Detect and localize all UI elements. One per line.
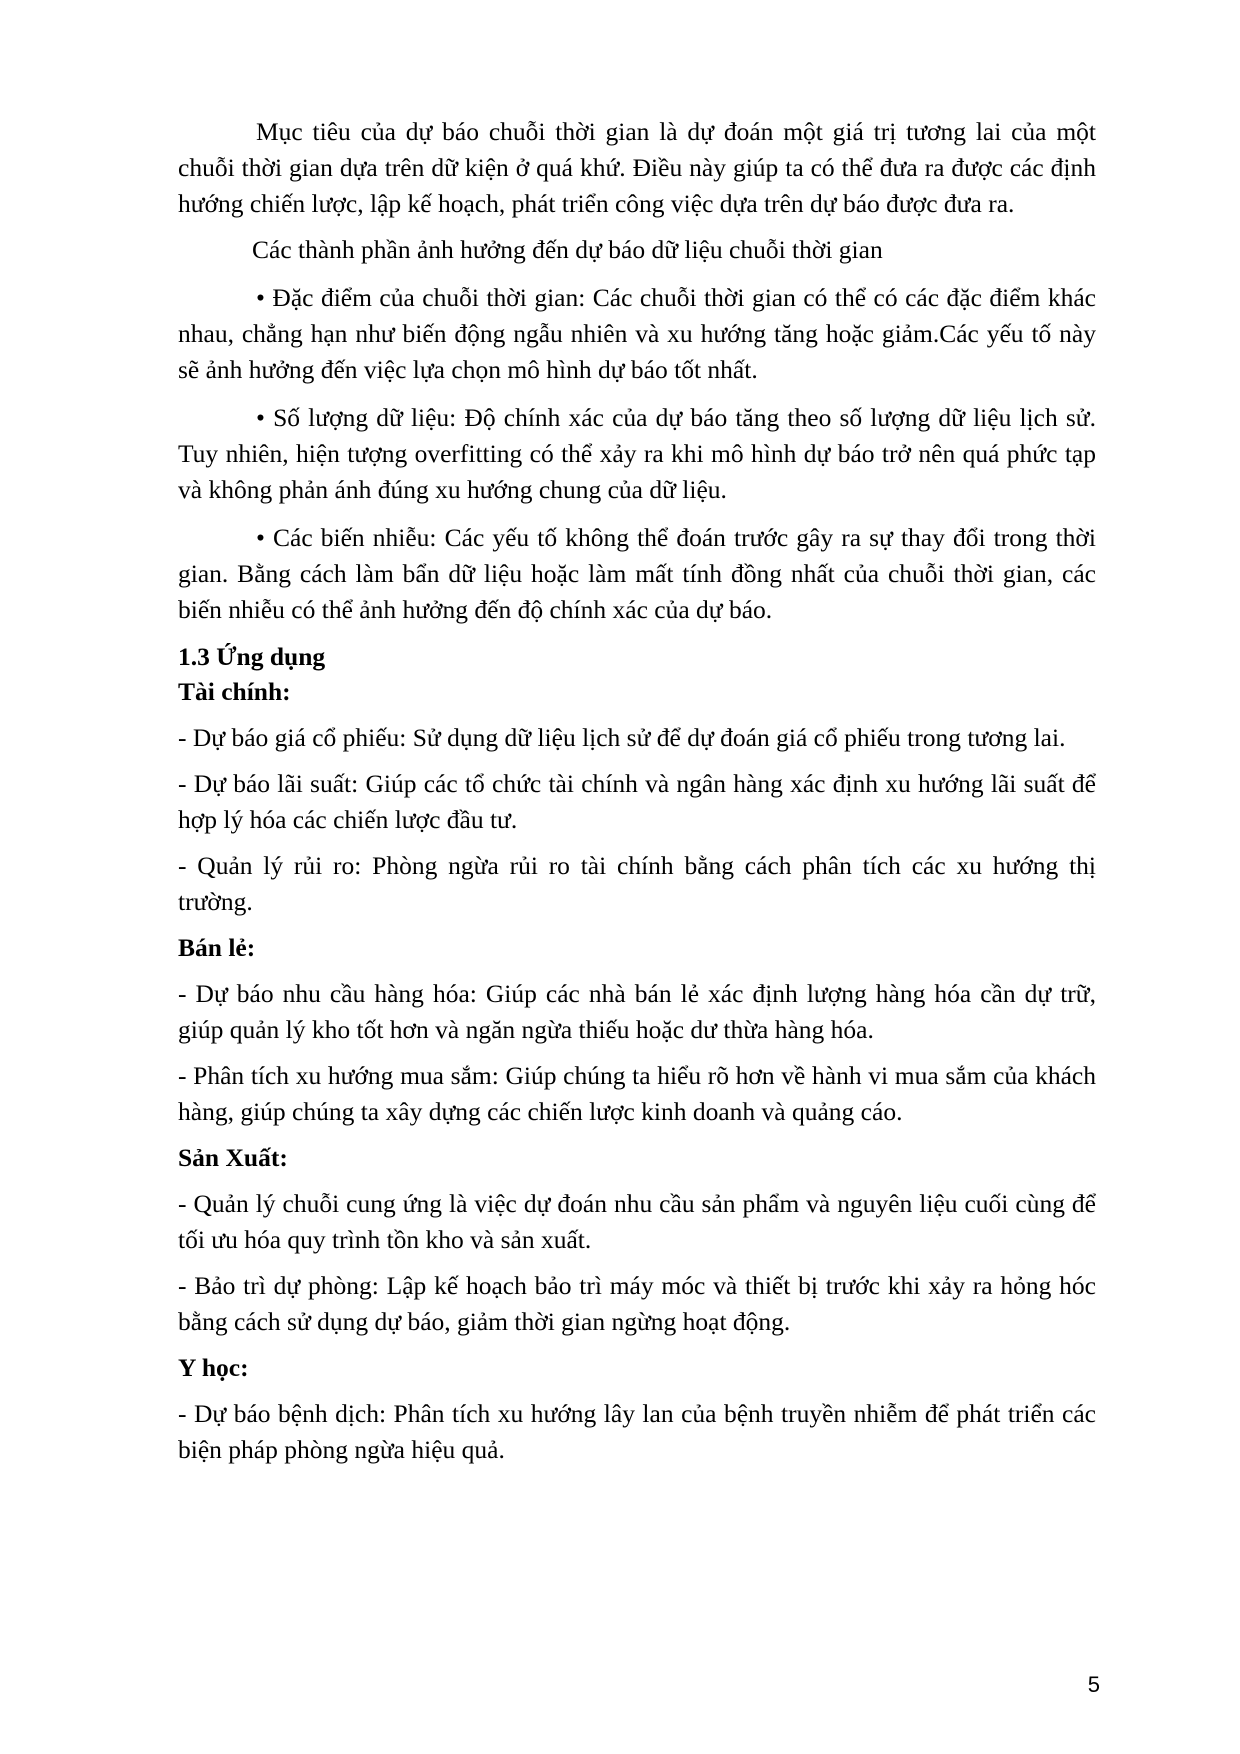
manufacturing-item-supply: - Quản lý chuỗi cung ứng là việc dự đoán nhu cầu sản phẩm và nguyên liệu cuối cùng để tối ưu hóa quy trình tồn kho và sản xuất. <box>178 1189 1096 1254</box>
finance-item-stock: - Dự báo giá cổ phiếu: Sử dụng dữ liệu lịch sử để dự đoán giá cổ phiếu trong tương lai. <box>178 723 1066 752</box>
heading-finance: Tài chính: <box>178 677 291 706</box>
components-heading: Các thành phần ảnh hưởng đến dự báo dữ liệu chuỗi thời gian <box>252 235 883 264</box>
manufacturing-item-maintenance: - Bảo trì dự phòng: Lập kế hoạch bảo trì máy móc và thiết bị trước khi xảy ra hỏng hóc bằng cách sử dụng dự báo, giảm thời gian ngừng hoạt động. <box>178 1271 1096 1336</box>
heading-manufacturing: Sản Xuất: <box>178 1143 288 1172</box>
intro-paragraph: Mục tiêu của dự báo chuỗi thời gian là dự đoán một giá trị tương lai của một chuỗi thời gian dựa trên dữ kiện ở quá khứ. Điều này giúp ta có thể đưa ra được các định hướng chiến lược, lập kế hoạch, phát triển công việc dựa trên dự báo được đưa ra. <box>178 117 1096 218</box>
retail-item-shopping: - Phân tích xu hướng mua sắm: Giúp chúng ta hiểu rõ hơn về hành vi mua sắm của khách hàng, giúp chúng ta xây dựng các chiến lược kinh doanh và quảng cáo. <box>178 1061 1096 1126</box>
bullet-noise-variables: • Các biến nhiễu: Các yếu tố không thể đoán trước gây ra sự thay đổi trong thời gian. Bằng cách làm bẩn dữ liệu hoặc làm mất tính đồng nhất của chuỗi thời gian, các biến nhiễu có thể ảnh hưởng đến độ chính xác của dự báo. <box>178 523 1096 624</box>
finance-item-interest: - Dự báo lãi suất: Giúp các tổ chức tài chính và ngân hàng xác định xu hướng lãi suất để hợp lý hóa các chiến lược đầu tư. <box>178 769 1096 834</box>
page-number: 5 <box>1087 1672 1100 1697</box>
heading-medicine: Y học: <box>178 1353 249 1382</box>
bullet-data-quantity: • Số lượng dữ liệu: Độ chính xác của dự báo tăng theo số lượng dữ liệu lịch sử. Tuy nhiên, hiện tượng overfitting có thể xảy ra khi mô hình dự báo trở nên quá phức tạp và không phản ánh đúng xu hướng chung của dữ liệu. <box>178 403 1096 504</box>
section-title: 1.3 Ứng dụng <box>178 642 326 671</box>
retail-item-demand: - Dự báo nhu cầu hàng hóa: Giúp các nhà bán lẻ xác định lượng hàng hóa cần dự trữ, giúp quản lý kho tốt hơn và ngăn ngừa thiếu hoặc dư thừa hàng hóa. <box>178 979 1096 1044</box>
medicine-item-epidemic: - Dự báo bệnh dịch: Phân tích xu hướng lây lan của bệnh truyền nhiễm để phát triển các biện pháp phòng ngừa hiệu quả. <box>178 1399 1096 1464</box>
heading-retail: Bán lẻ: <box>178 933 256 962</box>
page-content <box>178 114 1096 1478</box>
finance-item-risk: - Quản lý rủi ro: Phòng ngừa rủi ro tài chính bằng cách phân tích các xu hướng thị trường. <box>178 851 1096 916</box>
bullet-characteristics: • Đặc điểm của chuỗi thời gian: Các chuỗi thời gian có thể có các đặc điểm khác nhau, chẳng hạn như biến động ngẫu nhiên và xu hướng tăng hoặc giảm.Các yếu tố này sẽ ảnh hưởng đến việc lựa chọn mô hình dự báo tốt nhất. <box>178 283 1096 384</box>
